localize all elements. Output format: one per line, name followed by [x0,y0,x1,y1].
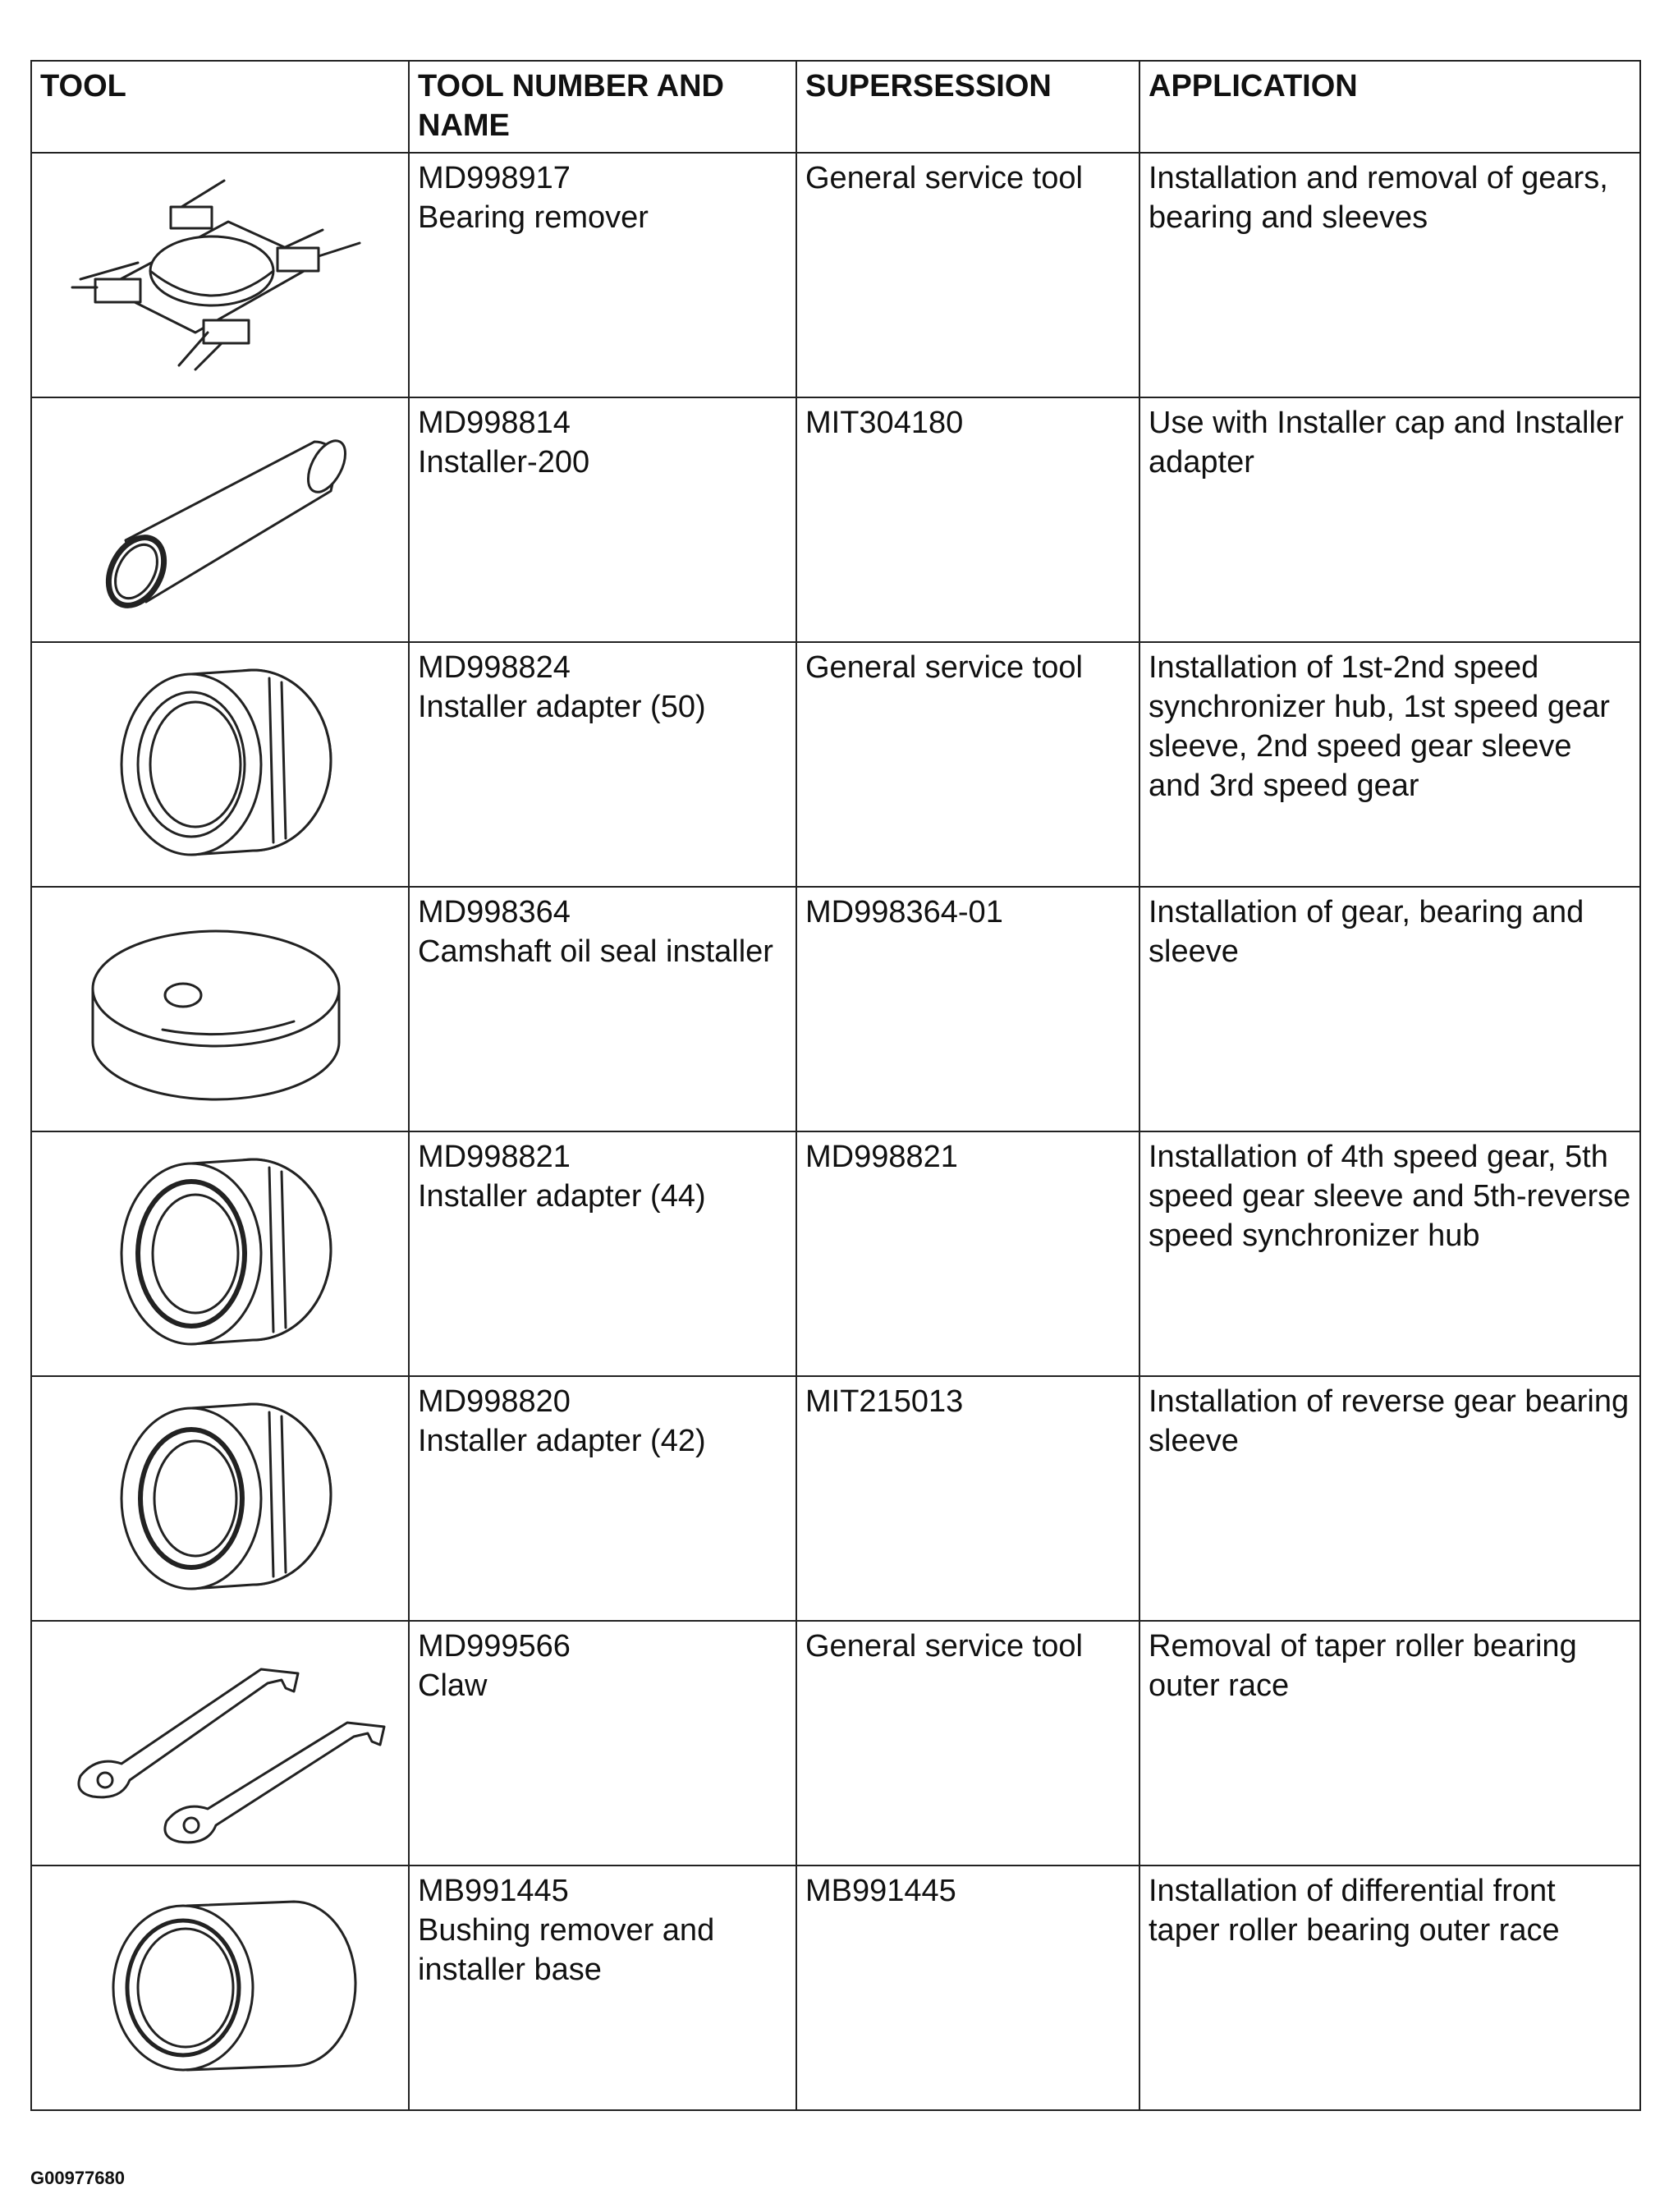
table-row [31,153,1640,397]
tool-number-name-cell [409,397,796,642]
tool-image-cell [31,642,409,887]
application-cell: Installation of gear, bearing and sleeve [1139,887,1640,1131]
tool-image-cell [31,1376,409,1621]
application-cell: Installation of 1st-2nd speed synchronizer hub, 1st speed gear sleeve, 2nd speed gear sleeve and 3rd speed gear [1139,642,1640,887]
oil-seal-installer-icon [48,898,392,1120]
tool-image-cell [31,1621,409,1866]
tool-number: MD998824 [418,650,571,685]
tool-number-name-cell [409,642,796,887]
application-cell: Use with Installer cap and Installer adapter [1139,397,1640,642]
tool-image-cell [31,1866,409,2110]
table-row [31,1376,1640,1621]
installer-adapter-ring-icon [48,1143,392,1365]
special-tools-table [30,60,1641,2111]
supersession-cell: MIT215013 [796,1376,1139,1621]
application-cell: Installation of differential front taper roller bearing outer race [1139,1866,1640,2110]
claw-icon [48,1632,392,1854]
tool-number-name-cell [409,1621,796,1866]
table-row [31,1866,1640,2110]
supersession-cell: MIT304180 [796,397,1139,642]
table-row [31,397,1640,642]
tool-number: MB991445 [418,1874,569,1908]
tool-number: MD998820 [418,1384,571,1419]
application-cell: Installation of reverse gear bearing sleeve [1139,1376,1640,1621]
tool-image-cell [31,1131,409,1376]
tool-name: Bushing remover and installer base [418,1913,715,1987]
header-tool: TOOL [31,61,409,153]
table-row [31,642,1640,887]
tool-image-cell [31,153,409,397]
installer-adapter-ring-icon [48,654,392,875]
supersession-cell: General service tool [796,153,1139,397]
tool-number-name-cell [409,1866,796,2110]
tool-number-name-cell [409,1376,796,1621]
header-supersession: SUPERSESSION [796,61,1139,153]
application-cell: Removal of taper roller bearing outer race [1139,1621,1640,1866]
table-row [31,887,1640,1131]
bearing-remover-icon [48,164,392,386]
header-tool-number-and-name: TOOL NUMBER AND NAME [409,61,796,153]
tool-name: Installer adapter (42) [418,1424,706,1458]
tool-number-name-cell [409,1131,796,1376]
application-cell: Installation of 4th speed gear, 5th speed gear sleeve and 5th-reverse speed synchronizer hub [1139,1131,1640,1376]
installer-tube-icon [48,409,392,631]
tool-image-cell [31,887,409,1131]
tool-name: Installer adapter (44) [418,1179,706,1214]
tool-number: MD998917 [418,161,571,195]
tool-name: Installer adapter (50) [418,690,706,724]
application-cell: Installation and removal of gears, bearing and sleeves [1139,153,1640,397]
tool-name: Camshaft oil seal installer [418,934,773,969]
tool-number: MD999566 [418,1629,571,1664]
installer-adapter-ring-icon [48,1388,392,1609]
figure-id: G00977680 [30,2168,125,2188]
tool-number-name-cell [409,887,796,1131]
tool-name: Installer-200 [418,445,590,480]
tool-number-name-cell [409,153,796,397]
special-tools-sheet [30,60,1639,2111]
tool-number: MD998821 [418,1140,571,1174]
bushing-base-icon [48,1877,392,2099]
tool-name: Bearing remover [418,200,649,235]
tool-image-cell [31,397,409,642]
tool-number: MD998814 [418,406,571,440]
table-row [31,1621,1640,1866]
supersession-cell: MD998821 [796,1131,1139,1376]
supersession-cell: General service tool [796,1621,1139,1866]
supersession-cell: MD998364-01 [796,887,1139,1131]
tool-name: Claw [418,1668,488,1703]
table-row [31,1131,1640,1376]
supersession-cell: MB991445 [796,1866,1139,2110]
tool-number: MD998364 [418,895,571,929]
table-header-row [31,61,1640,153]
header-application: APPLICATION [1139,61,1640,153]
supersession-cell: General service tool [796,642,1139,887]
